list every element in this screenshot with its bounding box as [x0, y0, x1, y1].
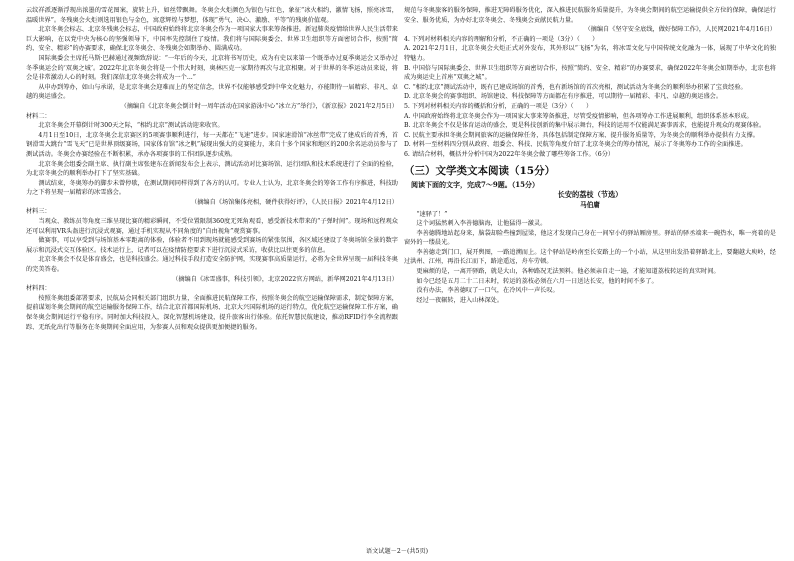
story-paragraph: 没有办法，李善德叹了一口气，在冷风中一声长叹。	[416, 287, 559, 295]
source-citation: （摘编自《北京冬奥会倒计时一周年活动在国家游泳中心“冰立方”举行》，《新京报》2021年2月5日）	[120, 102, 398, 110]
section-heading: （三）文学类文本阅读（15分）	[404, 164, 556, 177]
story-paragraph: 如今已经是五月二十二日未时，转运的荔枝必须在六月一日送达长安，他的时间不多了。	[416, 277, 658, 285]
option-4c: C. “相约北京”测试活动中，既有已建成场馆的首秀，也有新场馆的首次亮相，测试活动为冬奥会的顺利举办积累了宝贵经验。	[404, 83, 747, 91]
material-label: 材料三：	[26, 208, 51, 216]
paragraph: 从申办到筹办，如山与承诺，是北京冬奥会迎难而上的坚定信念，世界不仅能够感受到中华文化魅力，亦能期待一届精彩、非凡、卓越的奥运盛会。	[26, 83, 398, 101]
story-paragraph: 李善德腾地站起身来，脑袋却险些撞到屋梁，他这才发现自己身在一间窄小的驿站厢房里。驿站的驿丞端来一碗热水，唯一亮着的是窗外的一缕晨光。	[404, 229, 776, 247]
material-label: 材料二：	[26, 112, 51, 120]
source-citation: （摘编自《坚守安全底线，做好保障工作》，人民网2021年4月16日）	[584, 26, 776, 34]
paragraph: 云纹祥派逐渐浮现出浓墨的雪花图案，旋转上升，如丝带飘舞。冬奥会火炬颜色为银色与红色，象征“冰火相约，激情飞扬，照亮冰雪，温暖世界”。冬残奥会火炬则选用银色与金色，寓意辉煌与梦想，体现“勇气、决心、激励、平等”的残奥价值观。	[26, 7, 398, 24]
option-5c: C. 民航主要承担冬奥会期间旅客的运输保障任务，具体包括制定保障方案、提升服务质量等，为冬奥会的顺利举办提供有力支撑。	[404, 131, 759, 139]
option-4b: B. 中国倍与国际奥委会、世界卫生组织等方面密切合作，按照“简约、安全、精彩”的办赛要求，确保2022年冬奥会如期举办，北京也将成为奥运史上首座“双奥之城”。	[404, 64, 776, 82]
question-4: 4. 下列对材料相关内容的理解和分析，不正确的一项是（3分）（ ）	[404, 35, 599, 43]
question-6: 6. 请结合材料，概括并分析中国为2022年冬奥会做了哪些筹备工作。（6分）	[404, 150, 615, 158]
source-citation: （摘编自《冰雪盛事，科技引领》，北京2022官方网站，新华网2021年4月13日）	[172, 275, 398, 283]
story-author: 马伯庸	[580, 200, 600, 209]
story-paragraph: 经过一夜辗转，进入山林深处。	[416, 296, 504, 304]
paragraph: 北京冬奥会开幕倒计时300天之际，“相约北京”测试活动迎来收官。	[38, 122, 224, 130]
paragraph: 规范与冬奥旅客的服务保障，推进无障碍服务优化，深入推进民航服务质量提升，为冬奥会期间的航空运输提供全方位的保障，确保运行安全、服务优质，为办好北京冬奥会、冬残奥会贡献民航力量。	[404, 7, 776, 24]
option-5d: D. 材料一至材料四分别从政府、组委会、科技、民航等角度介绍了北京冬奥会的筹办情况，展示了冬奥筹办工作的全面推进。	[404, 141, 747, 149]
paragraph: 按照冬奥组委部署要求，民航局会同相关部门组织力量，全面推进民航保障工作，按照冬奥会的航空运输保障需求，制定保障方案，提前谋划冬奥会期间的航空运输服务保障工作，结合北京首都国际机场、北京大兴国际机场的运行特点，优化航空运输保障工作方案，确保冬奥会期间运行平稳有序。同时加大科技投入，深化智慧机场建设，提升旅客出行体验。依托智慧民航建设，推动RFID行李全流程跟踪、无纸化出行等服务在冬奥期间全面应用，为参赛人员和观众提供更加便捷的服务。	[26, 294, 398, 331]
option-5a: A. 中国政府始终将北京冬奥会作为一项国家大事来筹备推进，尽管受疫情影响，但各项筹办工作进展顺利，组织体系基本形成。	[404, 112, 753, 120]
story-title: 长安的荔枝（节选）	[557, 189, 623, 199]
option-4d: D. 北京冬奥会的赛事组织、场馆建设、科技保障等方面都在有序推进，可以期待一届精彩、非凡、卓越的奥运盛会。	[404, 93, 723, 101]
paragraph: 北京冬奥会不仅是体育盛会，也是科技盛会。通过科技手段打造安全防护网，实现赛事高质量运行，必将为全世界呈现一届科技冬奥的完美答卷。	[26, 256, 398, 274]
source-citation: （摘编自《场馆集体亮相，硬件获得好评》，《人民日报》2021年4月12日）	[191, 198, 398, 206]
paragraph: 4月1日至10日，北京冬奥会北京赛区的5项赛事顺利进行，每一天都在“飞速”进步。国家速滑馆“冰丝带”完成了建成后的首秀，首钢滑雪大跳台“雪飞天”已是世界顶级赛场，国家体育馆“冰之帆”展现出强大的竞赛能力，来自十多个国家和地区的200余名运动员参与了测试活动。冬奥会办赛经验在不断积累，承办各项赛事的工作团队逐步成熟。	[26, 131, 398, 158]
story-paragraph: “速驿了！”	[416, 210, 448, 218]
story-paragraph: 这个词猛然刺入李善德脑海，让他猛得一激灵。	[416, 220, 547, 228]
question-5: 5. 下列对材料相关内容的概括和分析，正确的一项是（3分）（ ）	[404, 102, 593, 110]
paragraph: 当观众、教练员等角度三维呈现比赛的精彩瞬间，不受位置限制360度无死角观看，感受新技术带来的“子弹时间”。现场和远程观众还可以利用VR头盔进行沉浸式观赛，通过手机实现从不同角度的“自由视角”观赏赛事。	[26, 218, 398, 235]
paragraph: 北京冬奥会标志、北京冬残奥会标志，中国政府始终将北京冬奥会作为一项国家大事来筹备推进。新冠肺炎疫情给世界人民生活带来巨大影响，在以党中央为核心的坚强领导下，中国率先控制住了疫情。我们将与国际奥委会、世界卫生组织等方面密切合作，按照“简约、安全、精彩”的办赛要求，确保北京冬奥会、冬残奥会如期举办、圆满成功。	[26, 26, 398, 53]
right-column	[404, 6, 776, 305]
paragraph: 北京冬奥会组委会副主席、执行副主席张建东在新闻发布会上表示，测试活动对比赛场馆、运行团队和技术系统进行了全面的检验，为北京冬奥会的顺利举办打下了坚实基础。	[26, 160, 398, 178]
story-paragraph: 李善德走到门口，展开舆图，一路追溯而上。这个驿站是岭南至长安路上的一个小站，从这里出发沿着驿路北上，要翻越大庾岭，经过洪州、江州，再沿长江而下，路途遥远，舟车劳顿。	[404, 248, 776, 266]
paragraph: 国际奥委会主席托马斯·巴赫通过视频致辞说：“一年后的今天，北京将书写历史，成为有史以来第一个既举办过夏季奥运会又举办过冬季奥运会的‘双奥之城’。2022年北京冬奥会将是一个伟大时刻，奥林匹克一家期待再次与北京相聚。对于世界的冬季运动员来说，将会是非常激动人心的时刻。我们深信北京冬奥会将成为一个...”	[26, 54, 398, 82]
story-paragraph: 更麻烦的是，一离开驿路，就是大山，各种路况无法预料。他必须亲自走一遍，才能知道荔枝转运的真实时间。	[416, 268, 720, 276]
option-5b: B. 北京冬奥会不仅是体育运动的盛会，更是科技创新的集中展示舞台，科技的运用不仅能满足赛事需求，也能提升观众的观赛体验。	[404, 122, 766, 130]
left-column	[26, 6, 398, 332]
option-4a: A. 2021年2月1日，北京冬奥会火炬正式对外发布，其外形以“飞扬”为名，将冰雪文化与中国传统文化融为一体，展现了中华文化的独特魅力。	[404, 45, 776, 62]
paragraph: 测试结束，冬奥筹办的脚步未曾停歇，在测试期间同样得到了各方的认可。专业人士认为，北京冬奥会的筹备工作有序推进，科技助力之下将呈现一届精彩的冰雪盛会。	[26, 179, 398, 197]
reading-instruction: 阅读下面的文字，完成7～9题。（15分）	[411, 179, 539, 189]
page-footer: 语文试题－2－(共5页)	[365, 548, 429, 555]
material-label: 材料四：	[26, 285, 51, 293]
paragraph: 做赛事，可以享受到与场馆基本零距离的体验，体验者不用到现场就能感受到赛场的紧张氛围，各区域还建设了冬奥场馆全景的数字展示和沉浸式交互体验区。技术运行上，记者可以在疫情防控要求下进行沉浸式采访，收获比以往更多的信息。	[26, 237, 398, 254]
